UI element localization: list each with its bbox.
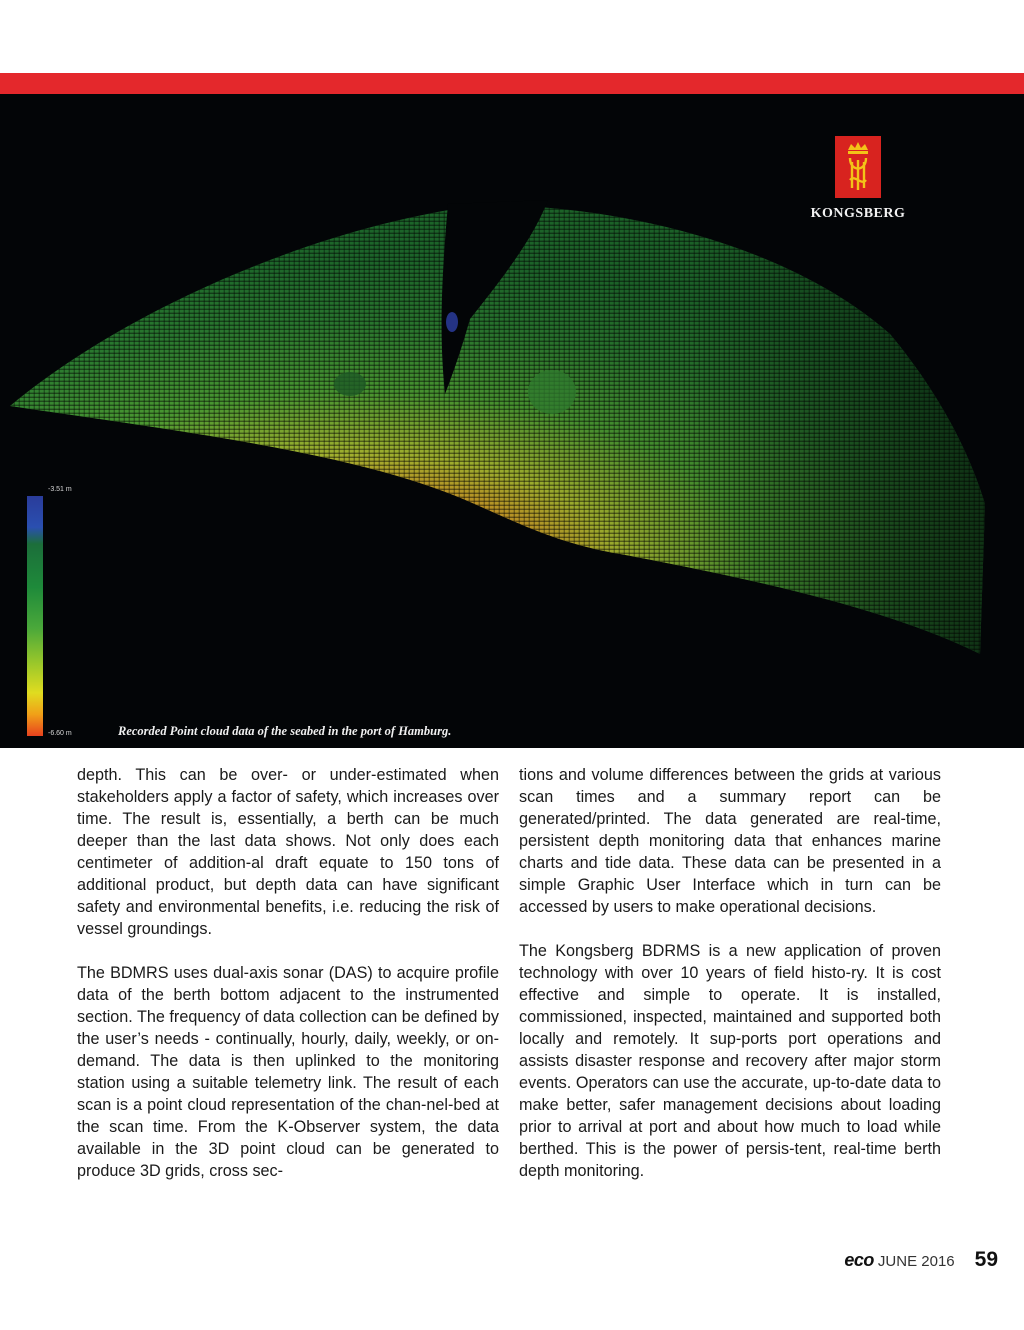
magazine-name: eco <box>844 1250 874 1270</box>
kongsberg-logo <box>808 136 908 222</box>
scale-top-label: -3.51 m <box>48 486 72 493</box>
figure-caption: Recorded Point cloud data of the seabed in the port of Hamburg. <box>118 724 452 738</box>
crown-crest-icon <box>835 136 881 198</box>
paragraph: The BDMRS uses dual-axis sonar (DAS) to acquire profile data of the berth bottom adjacent to the instrumented section. The frequency of data collection can be defined by the user’s needs - continually, hourly, daily, weekly, or on-demand. The data is then uplinked to the monitoring station using a suitable telemetry link. The result of each scan is a point cloud representation of the chan-nel-bed at the scan time. From the K-Observer system, the data available in the 3D point cloud can be generated to produce 3D grids, cross sec- <box>77 964 499 1180</box>
logo-wordmark: KONGSBERG <box>810 206 906 221</box>
paragraph: depth. This can be over- or under-estimated when stakeholders apply a factor of safety, which increases over time. The result is, essentially, a berth can be much deeper than the last data shows. Not only does each centimeter of addition-al draft equate to 150 tons of additional product, but depth data can have significant safety and environmental benefits, i.e. reducing the risk of vessel groundings. <box>77 766 499 938</box>
scale-bottom-label: -6.60 m <box>48 730 72 737</box>
depth-color-scale <box>27 496 43 736</box>
article-right-column <box>519 764 941 1204</box>
header-red-bar <box>0 73 1024 94</box>
seabed-figure <box>0 94 1024 748</box>
page-number: 59 <box>974 1248 998 1271</box>
page-footer <box>844 1248 998 1272</box>
paragraph: The Kongsberg BDRMS is a new application of proven technology with over 10 years of field histo-ry. It is cost effective and simple to operate. It is installed, commissioned, inspected, maintained and supported both locally and remotely. It sup-ports port operations and assists disaster response and recovery after major storm events. Operators can use the accurate, up-to-date data to make better, safer management decisions about loading prior to arrival at port and about how much to load while berthed. This is the power of persis-tent, real-time berth depth monitoring. <box>519 942 941 1180</box>
article-left-column <box>77 764 499 1204</box>
issue-date: JUNE 2016 <box>877 1253 955 1270</box>
paragraph: tions and volume differences between the grids at various scan times and a summary report can be generated/printed. The data generated are real-time, persistent depth monitoring data that enhances marine charts and tide data. These data can be presented in a simple Graphic User Interface which in turn can be accessed by users to make operational decisions. <box>519 766 941 916</box>
